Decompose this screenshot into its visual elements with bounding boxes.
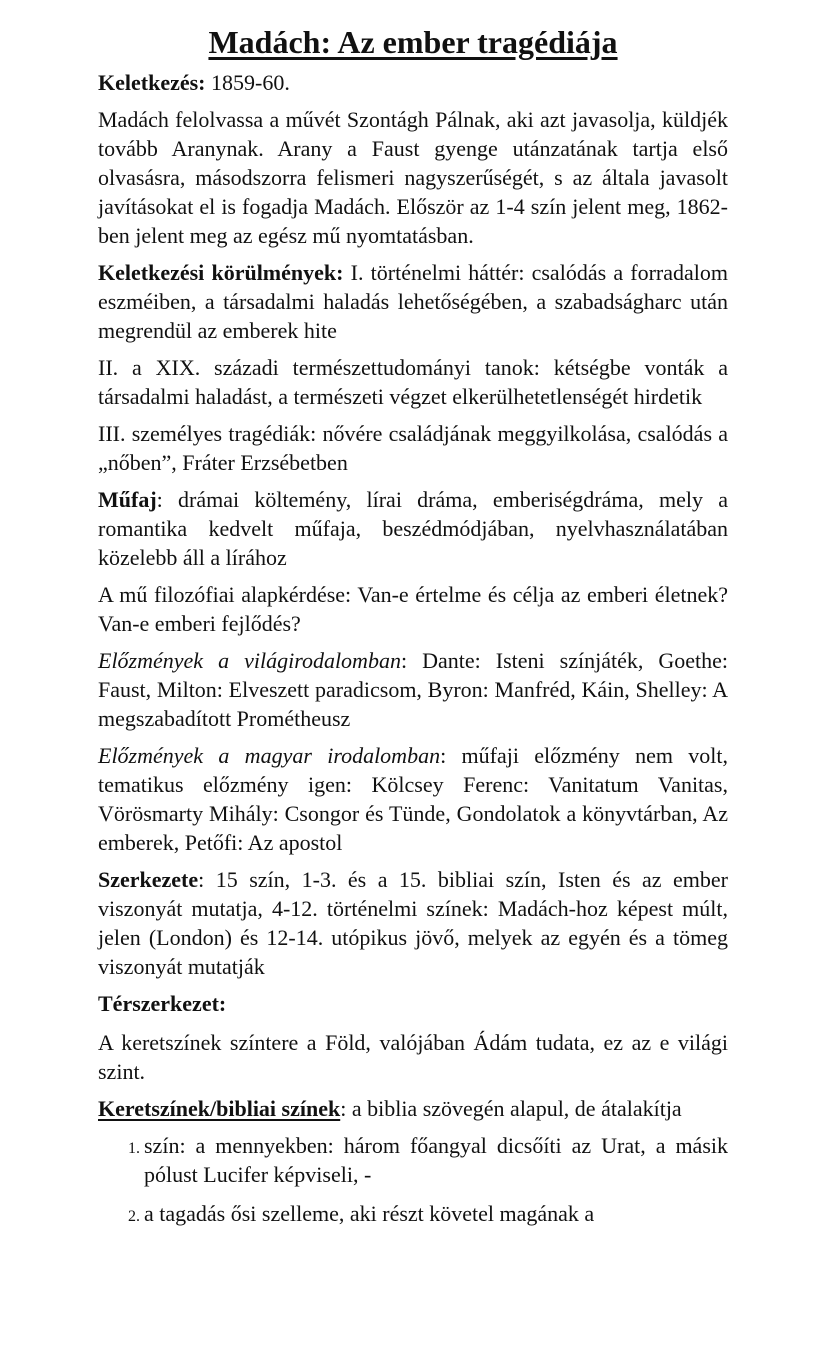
paragraph-mufaj [98, 485, 728, 572]
text-vilagirodalom: : Dante: Isteni színjáték, Goethe: Faust, Milton: Elveszett paradicsom, Byron: Manfréd, Káin, Shelley: A megszabadított Prométheusz [98, 648, 729, 731]
list-item: 2. a tagadás ősi szelleme, aki részt követel magának a [144, 1199, 728, 1213]
paragraph-keletkezes [98, 68, 728, 97]
text-korulmenyek: I. történelmi háttér: csalódás a forradalom eszméiben, a társadalmi haladás lehetőségében, a szabadságharc után megrendül az emberek hite [98, 260, 728, 343]
text-magyar: : műfaji előzmény nem volt, tematikus előzmény igen: Kölcsey Ferenc: Vanitatum Vanitas, Vörösmarty Mihály: Csongor és Tünde, Gondolatok a könyvtárban, Az emberek, Petőfi: Az apostol [98, 743, 728, 855]
text-szerkezete: : 15 szín, 1-3. és a 15. bibliai szín, Isten és az ember viszonyát mutatja, 4-12. történelmi színek: Madách-hoz képest múlt, jelen (London) és 12-14. utópikus jövő, melyek az egyén és a tömeg viszonyát mutatják [98, 867, 728, 979]
text-keletkezes: 1859-60. [205, 70, 290, 95]
scene-list [98, 1131, 728, 1226]
heading-terszerkezet [98, 989, 728, 1018]
paragraph-korulmenyek [98, 258, 728, 345]
label-keretszinek: Keretszínek/bibliai színek [98, 1096, 341, 1121]
document-page [98, 22, 729, 1226]
paragraph-filozofia: A mű filozófiai alapkérdése: Van-e értelme és célja az emberi életnek? Van-e emberi fejlődés? [98, 582, 728, 636]
label-korulmenyek: Keletkezési körülmények: [98, 260, 344, 285]
paragraph-vilagirodalom [98, 646, 728, 733]
paragraph-keret: A keretszínek színtere a Föld, valójában Ádám tudata, ez az e világi szint. [98, 1030, 728, 1084]
label-mufaj: Műfaj [98, 487, 157, 512]
label-szerkezete: Szerkezete [98, 867, 199, 892]
label-keletkezes: Keletkezés: [98, 70, 206, 95]
paragraph-szerkezete [98, 865, 728, 981]
paragraph-szemelyes: III. személyes tragédiák: nővére családjának meggyilkolása, csalódás a „nőben”, Fráter Erzsébetben [98, 421, 728, 475]
label-magyar: Előzmények a magyar irodalomban [98, 743, 441, 768]
label-vilagirodalom: Előzmények a világirodalomban [98, 648, 401, 673]
paragraph-magyar [98, 741, 728, 857]
text-mufaj: : drámai költemény, lírai dráma, emberiségdráma, mely a romantika kedvelt műfaja, beszédmódjában, nyelvhasználatában közelebb áll a lírához [98, 487, 728, 570]
paragraph-felolvas: Madách felolvassa a művét Szontágh Pálnak, aki azt javasolja, küldjék tovább Aranynak. Arany a Faust gyenge utánzatának tartja első olvasásra, másodszorra felismeri nagyszerűségét, s az általa javasolt javításokat el is fogadja Madách. Először az 1-4 szín jelent meg, 1862-ben jelent meg az egész mű nyomtatásban. [98, 107, 728, 248]
paragraph-keretszinek [98, 1094, 728, 1123]
document-title: Madách: Az ember tragédiája [208, 24, 618, 60]
text-keretszinek: : a biblia szövegén alapul, de átalakítja [340, 1096, 682, 1121]
list-item: 1. szín: a mennyekben: három főangyal dicsőíti az Urat, a másik pólust Lucifer képviseli, - [144, 1131, 728, 1189]
paragraph-xix: II. a XIX. századi természettudományi tanok: kétségbe vonták a társadalmi haladást, a természeti végzet elkerülhetetlenségét hirdetik [98, 355, 728, 409]
label-terszerkezet: Térszerkezet: [98, 991, 227, 1016]
